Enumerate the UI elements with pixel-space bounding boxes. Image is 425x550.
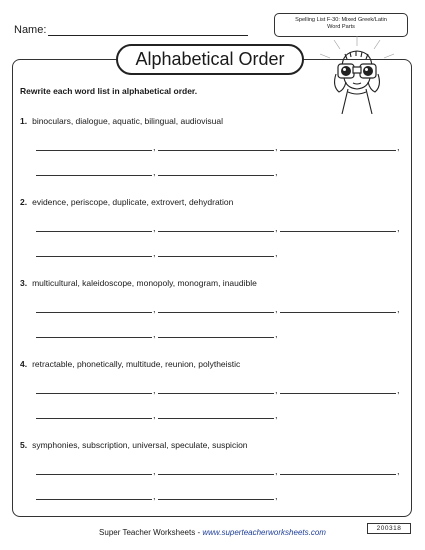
question-item — [20, 440, 248, 450]
child-with-binoculars-icon — [312, 34, 402, 114]
comma-separator: , — [153, 410, 156, 420]
comma-separator: , — [275, 329, 278, 339]
comma-separator: , — [275, 223, 278, 233]
name-label: Name: — [14, 24, 47, 36]
comma-separator: , — [275, 142, 278, 152]
comma-separator: , — [153, 142, 156, 152]
instructions: Rewrite each word list in alphabetical order. — [20, 86, 198, 96]
answer-blank[interactable] — [158, 418, 274, 419]
answer-blank[interactable] — [158, 499, 274, 500]
comma-separator: , — [397, 385, 400, 395]
footer-text: Super Teacher Worksheets - — [99, 528, 203, 537]
comma-separator: , — [153, 167, 156, 177]
comma-separator: , — [275, 491, 278, 501]
question-number: 3. — [20, 278, 28, 288]
answer-blank[interactable] — [280, 312, 396, 313]
comma-separator: , — [153, 491, 156, 501]
word-list: retractable, phonetically, multitude, reunion, polytheistic — [32, 359, 241, 369]
answer-blank[interactable] — [280, 474, 396, 475]
question-number: 1. — [20, 116, 28, 126]
comma-separator: , — [153, 223, 156, 233]
word-list: symphonies, subscription, universal, speculate, suspicion — [32, 440, 248, 450]
answer-blank[interactable] — [36, 256, 152, 257]
question-item — [20, 116, 223, 126]
answer-blank[interactable] — [280, 231, 396, 232]
answer-blank[interactable] — [36, 499, 152, 500]
answer-blank[interactable] — [36, 150, 152, 151]
footer-url[interactable]: www.superteacherworksheets.com — [202, 528, 326, 537]
answer-blank[interactable] — [36, 312, 152, 313]
comma-separator: , — [397, 223, 400, 233]
answer-blank[interactable] — [280, 393, 396, 394]
comma-separator: , — [397, 142, 400, 152]
answer-blank[interactable] — [158, 312, 274, 313]
word-list: multicultural, kaleidoscope, monopoly, monogram, inaudible — [32, 278, 257, 288]
answer-blank[interactable] — [158, 474, 274, 475]
question-number: 5. — [20, 440, 28, 450]
worksheet-code: 200318 — [367, 523, 411, 534]
answer-blank[interactable] — [158, 231, 274, 232]
answer-blank[interactable] — [158, 256, 274, 257]
comma-separator: , — [153, 329, 156, 339]
answer-blank[interactable] — [36, 175, 152, 176]
answer-blank[interactable] — [36, 393, 152, 394]
name-line — [48, 35, 248, 36]
question-item — [20, 278, 257, 288]
comma-separator: , — [275, 466, 278, 476]
spelling-list-sublabel: Word Parts — [327, 23, 355, 30]
question-item — [20, 197, 233, 207]
word-list: evidence, periscope, duplicate, extrovert, dehydration — [32, 197, 234, 207]
answer-blank[interactable] — [36, 474, 152, 475]
spelling-list-label: Spelling List F-30: Mixed Greek/Latin — [295, 17, 387, 23]
answer-blank[interactable] — [36, 337, 152, 338]
question-item — [20, 359, 240, 369]
answer-blank[interactable] — [158, 175, 274, 176]
answer-blank[interactable] — [280, 150, 396, 151]
comma-separator: , — [153, 248, 156, 258]
question-number: 4. — [20, 359, 28, 369]
comma-separator: , — [275, 167, 278, 177]
comma-separator: , — [153, 466, 156, 476]
comma-separator: , — [275, 304, 278, 314]
footer — [0, 528, 425, 537]
question-number: 2. — [20, 197, 28, 207]
comma-separator: , — [275, 385, 278, 395]
answer-blank[interactable] — [158, 337, 274, 338]
word-list: binoculars, dialogue, aquatic, bilingual, audiovisual — [32, 116, 223, 126]
comma-separator: , — [275, 410, 278, 420]
answer-blank[interactable] — [36, 231, 152, 232]
answer-blank[interactable] — [158, 393, 274, 394]
answer-blank[interactable] — [158, 150, 274, 151]
page-title: Alphabetical Order — [116, 44, 304, 75]
comma-separator: , — [397, 304, 400, 314]
answer-blank[interactable] — [36, 418, 152, 419]
comma-separator: , — [153, 385, 156, 395]
comma-separator: , — [275, 248, 278, 258]
comma-separator: , — [397, 466, 400, 476]
comma-separator: , — [153, 304, 156, 314]
